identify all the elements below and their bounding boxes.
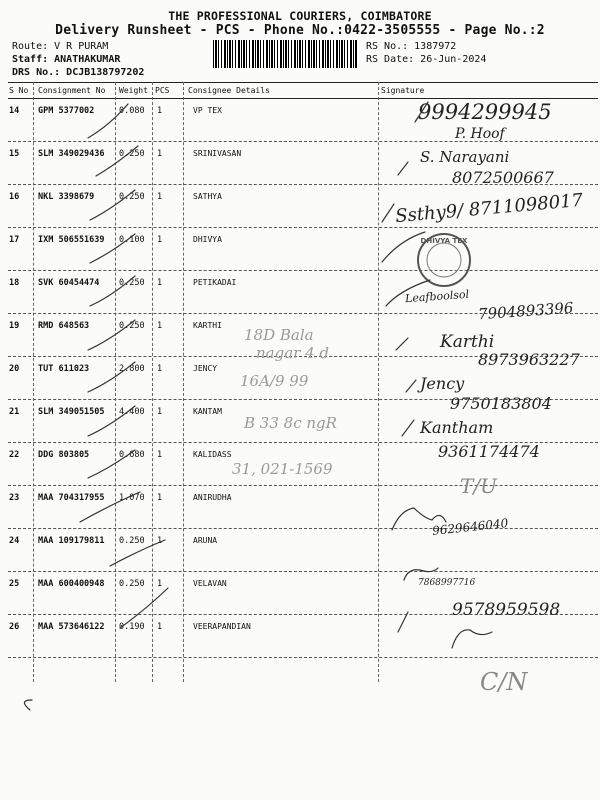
handwritten-address: B 33 8c ngR xyxy=(244,414,337,432)
row-sno: 21 xyxy=(9,407,20,417)
row-pcs: 1 xyxy=(157,407,163,417)
row-consignment: SLM 349029436 xyxy=(38,149,105,159)
handwritten-address: 31, 021-1569 xyxy=(232,460,333,478)
row-sno: 25 xyxy=(9,579,20,589)
row-weight: 0.250 xyxy=(119,321,145,331)
row-pcs: 1 xyxy=(157,450,163,460)
col-sno: S No xyxy=(9,86,29,95)
row-pcs: 1 xyxy=(157,321,163,331)
row-pcs: 1 xyxy=(157,364,163,374)
row-consignee: KALIDASS xyxy=(193,450,232,459)
row-weight: 0.250 xyxy=(119,278,145,288)
row-pcs: 1 xyxy=(157,149,163,159)
handwritten-signature: P. Hoof xyxy=(455,126,505,142)
row-weight: 0.080 xyxy=(119,106,145,116)
row-pcs: 1 xyxy=(157,278,163,288)
col-weight: Weight xyxy=(119,86,148,95)
row-consignment: TUT 611023 xyxy=(38,364,90,374)
row-sno: 18 xyxy=(9,278,20,288)
row-consignment: DDG 803805 xyxy=(38,450,90,460)
pen-stroke xyxy=(392,508,446,530)
row-sno: 26 xyxy=(9,622,20,632)
pen-stroke xyxy=(415,102,428,122)
stamp-text: DHIVYA TEX xyxy=(420,237,468,245)
pen-stroke xyxy=(406,380,416,392)
pen-stroke xyxy=(96,146,138,176)
row-weight: 0.250 xyxy=(119,579,145,589)
handwritten-phone: 8072500667 xyxy=(452,168,554,187)
handwritten-mark: C/N xyxy=(480,668,528,696)
col-consignment: Consignment No xyxy=(38,86,106,95)
pen-stroke xyxy=(398,162,408,175)
row-consignment: MAA 573646122 xyxy=(38,622,105,632)
col-signature: Signature xyxy=(381,86,425,95)
row-sno: 22 xyxy=(9,450,20,460)
row-pcs: 1 xyxy=(157,106,163,116)
row-consignment: MAA 109179811 xyxy=(38,536,105,546)
pen-stroke xyxy=(402,420,414,436)
row-consignee: VELAVAN xyxy=(193,579,227,588)
row-sno: 24 xyxy=(9,536,20,546)
row-consignment: NKL 3398679 xyxy=(38,192,95,202)
handwritten-signature: Karthi xyxy=(440,332,495,352)
row-consignee: KARTHI xyxy=(193,321,222,330)
row-consignee: SATHYA xyxy=(193,192,222,201)
row-consignment: RMD 648563 xyxy=(38,321,90,331)
row-consignee: VP TEX xyxy=(193,106,222,115)
row-sno: 16 xyxy=(9,192,20,202)
row-weight: 4.400 xyxy=(119,407,145,417)
handwritten-mark: T/U xyxy=(460,474,497,498)
pen-stroke xyxy=(110,540,165,566)
pen-stroke xyxy=(90,234,135,263)
pen-stroke xyxy=(90,276,135,306)
handwritten-phone: 9629646040 xyxy=(431,516,509,538)
row-consignment: SVK 60454474 xyxy=(38,278,100,288)
row-consignment: MAA 704317955 xyxy=(38,493,105,503)
handwritten-phone: 7868997716 xyxy=(418,578,476,588)
handwritten-phone: 7904893396 xyxy=(477,298,574,324)
row-consignee: VEERAPANDIAN xyxy=(193,622,251,631)
pen-stroke xyxy=(452,630,492,648)
row-pcs: 1 xyxy=(157,579,163,589)
pen-stroke xyxy=(386,280,430,306)
drs-number: DRS No.: DCJB138797202 xyxy=(12,67,145,78)
col-pcs: PCS xyxy=(155,86,170,95)
row-weight: 0.250 xyxy=(119,536,145,546)
row-consignee: ARUNA xyxy=(193,536,218,545)
col-consignee: Consignee Details xyxy=(188,86,270,95)
pen-stroke xyxy=(88,104,128,138)
handwritten-phone: 9994299945 xyxy=(418,100,552,124)
handwritten-phone: 9750183804 xyxy=(450,394,552,413)
row-pcs: 1 xyxy=(157,493,163,503)
pen-stroke xyxy=(88,362,135,392)
pen-stroke xyxy=(24,700,32,710)
handwritten-phone: 9578959598 xyxy=(452,600,561,620)
row-sno: 20 xyxy=(9,364,20,374)
pen-stroke xyxy=(382,232,425,262)
row-pcs: 1 xyxy=(157,622,163,632)
pen-stroke xyxy=(404,568,438,580)
row-consignee: ANIRUDHA xyxy=(193,493,232,502)
handwritten-signature: Ssthy9/ 8711098017 xyxy=(394,189,584,228)
pen-stroke xyxy=(88,406,135,436)
row-weight: 0.680 xyxy=(119,450,145,460)
handwritten-address: 18D Bala xyxy=(244,326,314,344)
rs-date: RS Date: 26-Jun-2024 xyxy=(366,54,487,65)
row-weight: 0.190 xyxy=(119,622,145,632)
company-name: THE PROFESSIONAL COURIERS, COIMBATORE xyxy=(168,9,432,23)
row-sno: 14 xyxy=(9,106,20,116)
row-consignee: PETIKADAI xyxy=(193,278,237,287)
row-sno: 23 xyxy=(9,493,20,503)
staff-label: Staff: ANATHAKUMAR xyxy=(12,54,121,65)
row-consignee: DHIVYA xyxy=(193,235,222,244)
row-consignment: GPM 5377002 xyxy=(38,106,95,116)
row-consignee: JENCY xyxy=(193,364,218,373)
pen-stroke xyxy=(120,588,168,628)
pen-stroke xyxy=(396,338,408,350)
pen-stroke xyxy=(398,612,408,632)
row-weight: 0.250 xyxy=(119,149,145,159)
handwritten-signature: Kantham xyxy=(420,418,494,437)
row-weight: 1.070 xyxy=(119,493,145,503)
row-consignee: SRINIVASAN xyxy=(193,149,242,158)
pen-stroke xyxy=(90,190,135,220)
handwritten-phone: 9361174474 xyxy=(438,442,540,461)
pen-stroke xyxy=(382,204,394,222)
pen-stroke xyxy=(88,450,135,478)
handwritten-phone: 8973963227 xyxy=(478,350,580,369)
row-weight: 0.100 xyxy=(119,235,145,245)
handwritten-address: 16A/9 99 xyxy=(240,372,309,390)
row-weight: 0.250 xyxy=(119,192,145,202)
pen-stroke xyxy=(88,320,135,350)
rs-number: RS No.: 1387972 xyxy=(366,41,457,52)
handwritten-signature: S. Narayani xyxy=(420,148,510,166)
pen-stroke xyxy=(80,492,140,522)
row-weight: 2.800 xyxy=(119,364,145,374)
row-consignment: MAA 600400948 xyxy=(38,579,105,589)
row-pcs: 1 xyxy=(157,536,163,546)
row-pcs: 1 xyxy=(157,192,163,202)
handwritten-signature: Jency xyxy=(420,374,465,393)
runsheet-title: Delivery Runsheet - PCS - Phone No.:0422-3505555 - Page No.:2 xyxy=(55,23,545,38)
handwritten-signature: Leafboolsol xyxy=(404,287,470,306)
row-sno: 17 xyxy=(9,235,20,245)
row-sno: 19 xyxy=(9,321,20,331)
row-consignment: SLM 349051505 xyxy=(38,407,105,417)
row-consignment: IXM 506551639 xyxy=(38,235,105,245)
handwritten-address: nagar 4 d xyxy=(256,344,330,362)
row-consignee: KANTAM xyxy=(193,407,222,416)
row-sno: 15 xyxy=(9,149,20,159)
row-pcs: 1 xyxy=(157,235,163,245)
route-label: Route: V R PURAM xyxy=(12,41,109,52)
